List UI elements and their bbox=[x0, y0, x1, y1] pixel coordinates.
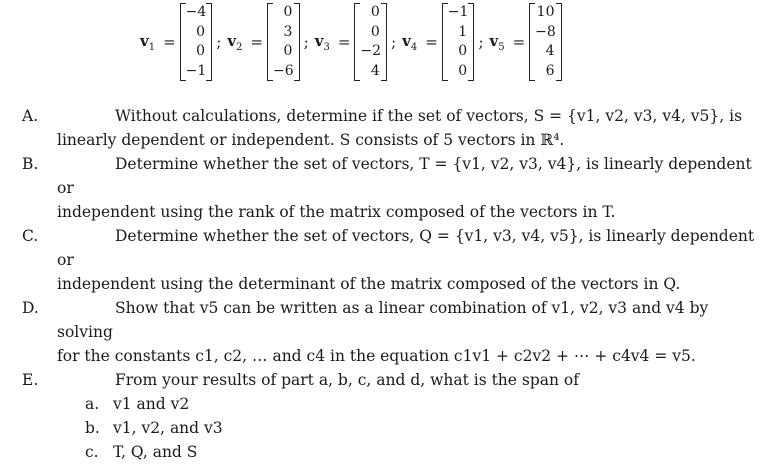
vector-entry: −6 bbox=[273, 62, 294, 79]
vector-entry: 4 bbox=[545, 43, 555, 60]
sub-item-c bbox=[85, 440, 768, 464]
vector-entry: 1 bbox=[458, 23, 468, 40]
question-text-line: independent using the determinant of the matrix composed of the vectors in Q. bbox=[57, 275, 681, 293]
sub-item-b bbox=[85, 416, 768, 440]
question-text-line: Determine whether the set of vectors, T = {v1, v2, v3, v4}, is linearly dependent or bbox=[57, 155, 752, 197]
separator: ; bbox=[478, 33, 484, 51]
sub-item-text: T, Q, and S bbox=[113, 443, 198, 461]
equals-sign: = bbox=[512, 33, 526, 51]
item-marker: E. bbox=[22, 371, 39, 389]
vector-entry: 0 bbox=[283, 43, 293, 60]
vector-v3 bbox=[315, 3, 402, 81]
span-sublist bbox=[85, 392, 768, 464]
equals-sign: = bbox=[163, 33, 176, 51]
equals-sign: = bbox=[250, 33, 264, 51]
question-text-line: From your results of part a, b, c, and d, what is the span of bbox=[115, 371, 579, 389]
vector-label: $v_1$ bbox=[140, 31, 156, 53]
question-list bbox=[0, 104, 768, 464]
vector-entry: 0 bbox=[458, 62, 468, 79]
sub-item-text: v1 and v2 bbox=[113, 395, 190, 413]
vector-entry: 0 bbox=[370, 23, 380, 40]
question-text-line: Determine whether the set of vectors, Q = {v1, v3, v4, v5}, is linearly dependent or bbox=[57, 227, 755, 269]
vector-entry: 0 bbox=[458, 43, 468, 60]
question-text-line: independent using the rank of the matrix composed of the vectors in T. bbox=[57, 203, 616, 221]
sub-item-marker: a. bbox=[85, 395, 100, 413]
vector-entry: −1 bbox=[447, 4, 469, 20]
item-marker: A. bbox=[22, 107, 39, 125]
sub-item-a bbox=[85, 392, 768, 416]
column-vector bbox=[442, 3, 475, 81]
equals-sign: = bbox=[425, 33, 438, 51]
vector-entry: 3 bbox=[283, 23, 293, 40]
equals-sign: = bbox=[337, 33, 351, 51]
column-vector bbox=[354, 3, 387, 81]
question-text-line: Show that v5 can be written as a linear combination of v1, v2, v3 and v4 by solving bbox=[57, 299, 709, 341]
vector-entry: 0 bbox=[196, 43, 205, 60]
vector-entry: 4 bbox=[370, 62, 380, 79]
question-e bbox=[0, 368, 768, 392]
question-text-line: for the constants c1, c2, … and c4 in the equation c1v1 + c2v2 + ⋯ + c4v4 = v5. bbox=[57, 347, 696, 365]
vector-v1 bbox=[140, 3, 227, 81]
question-a bbox=[0, 104, 768, 152]
vector-entry: −8 bbox=[535, 23, 556, 40]
vector-v4 bbox=[402, 3, 489, 81]
vector-label: $v_3$ bbox=[314, 31, 330, 53]
column-vector bbox=[267, 3, 300, 81]
vectors-row bbox=[140, 2, 562, 82]
vector-entry: 10 bbox=[536, 4, 555, 20]
column-vector bbox=[180, 3, 213, 81]
sub-item-marker: c. bbox=[85, 443, 99, 461]
separator: ; bbox=[216, 33, 222, 51]
column-vector bbox=[529, 3, 562, 81]
vector-entry: −4 bbox=[185, 4, 207, 20]
vector-v5 bbox=[490, 3, 562, 81]
vector-entry: −1 bbox=[185, 62, 207, 79]
item-marker: B. bbox=[22, 155, 39, 173]
vector-entry: 0 bbox=[283, 4, 293, 20]
item-marker: C. bbox=[22, 227, 39, 245]
vector-label: $v_2$ bbox=[227, 31, 243, 53]
vector-label: $v_4$ bbox=[402, 31, 418, 53]
vector-entry: 6 bbox=[545, 62, 555, 79]
item-marker: D. bbox=[22, 299, 39, 317]
vector-entry: −2 bbox=[360, 43, 382, 60]
separator: ; bbox=[303, 33, 309, 51]
vector-entry: 0 bbox=[370, 4, 380, 20]
vector-entry: 0 bbox=[196, 23, 205, 40]
question-d bbox=[0, 296, 768, 368]
vector-v2 bbox=[227, 3, 314, 81]
sub-item-text: v1, v2, and v3 bbox=[113, 419, 223, 437]
question-text-line: linearly dependent or independent. S consists of 5 vectors in ℝ⁴. bbox=[57, 131, 565, 149]
vector-label: $v_5$ bbox=[489, 31, 505, 53]
question-c bbox=[0, 224, 768, 296]
separator: ; bbox=[391, 33, 397, 51]
sub-item-marker: b. bbox=[85, 419, 100, 437]
question-text-line: Without calculations, determine if the set of vectors, S = {v1, v2, v3, v4, v5}, is bbox=[115, 107, 743, 125]
question-b bbox=[0, 152, 768, 224]
